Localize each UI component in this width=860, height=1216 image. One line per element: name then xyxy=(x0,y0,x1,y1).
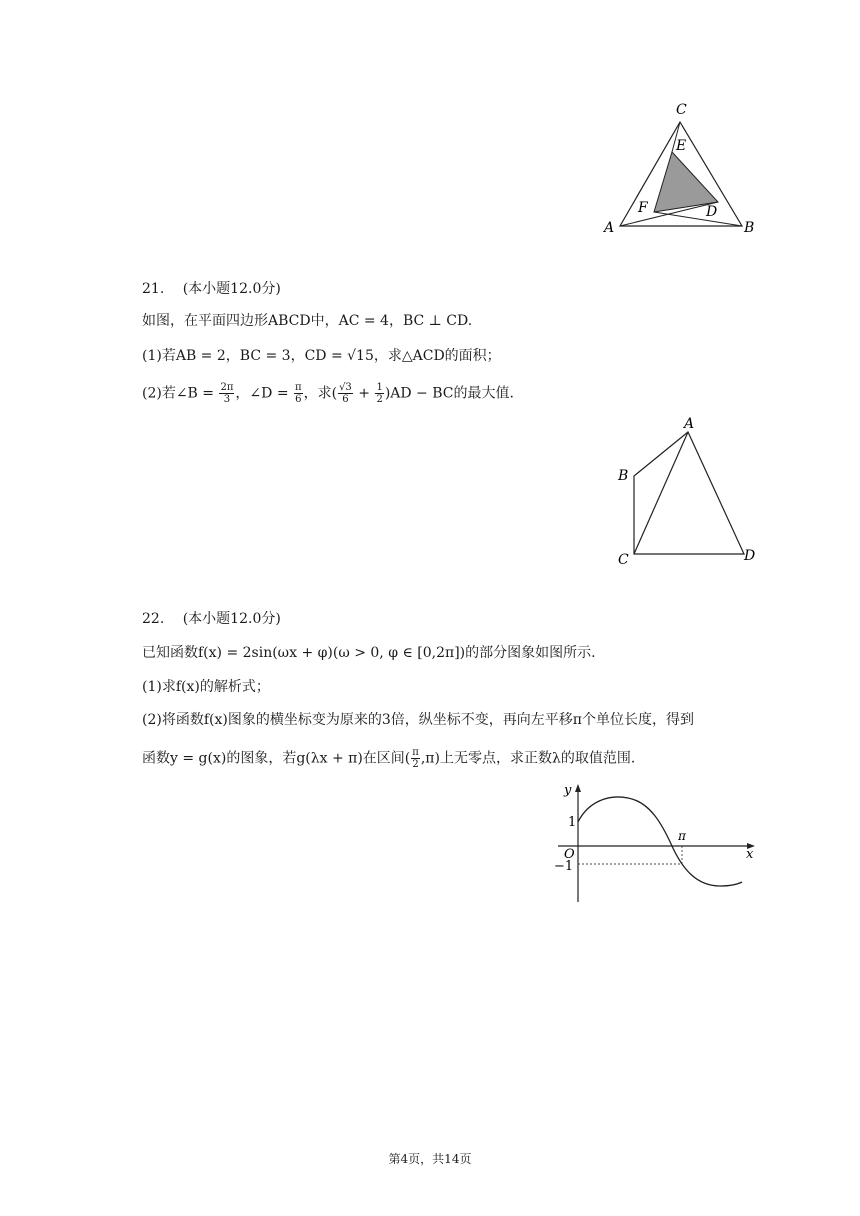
q22-l4-suffix: ,π)上无零点，求正数λ的取值范围. xyxy=(420,750,636,767)
y-axis-arrow xyxy=(575,784,581,792)
q21-line1: 如图，在平面四边形ABCD中，AC = 4，BC ⊥ CD. xyxy=(142,313,473,329)
frac-num: 2π xyxy=(220,382,234,393)
quadrilateral-figure xyxy=(608,414,764,570)
frac-num: π xyxy=(412,747,419,758)
q21-header xyxy=(142,279,281,299)
label-neg-one: −1 xyxy=(554,859,574,874)
q22-header xyxy=(142,609,281,629)
diagonal-ac xyxy=(634,432,688,554)
label-y: y xyxy=(564,783,572,798)
triangle-figure xyxy=(598,98,764,240)
frac-den: 6 xyxy=(342,394,349,405)
quadrilateral-abcd xyxy=(634,432,744,554)
q21-score: (本小题12.0分) xyxy=(182,281,281,297)
label-b: B xyxy=(618,468,629,484)
frac-den: 2 xyxy=(376,394,383,405)
q21-part2-suffix: )AD − BC的最大值. xyxy=(384,385,514,402)
frac-num: 1 xyxy=(376,382,383,393)
frac-den: 3 xyxy=(223,394,231,405)
frac-den: 6 xyxy=(295,394,302,405)
fraction-pi-over-2 xyxy=(411,747,420,770)
label-x: x xyxy=(746,847,754,862)
fraction-sqrt3-over-6 xyxy=(338,382,353,405)
label-a: A xyxy=(604,220,615,236)
fraction-1-over-2 xyxy=(375,382,383,405)
fraction-pi-over-6 xyxy=(294,382,303,405)
label-e: E xyxy=(676,138,687,154)
fraction-2pi-over-3 xyxy=(219,382,234,405)
q21-part2 xyxy=(142,382,514,405)
frac-den: 2 xyxy=(412,759,419,770)
q22-line1: 已知函数f(x) = 2sin(ωx + φ)(ω > 0, φ ∈ [0,2π])的部分图象如图所示. xyxy=(142,645,596,661)
frac-num: π xyxy=(295,382,302,393)
label-f: F xyxy=(638,200,648,216)
label-d: D xyxy=(744,548,756,564)
sine-curve xyxy=(578,797,742,886)
shaded-triangle-def xyxy=(654,152,718,212)
q22-number: 22. xyxy=(142,611,165,627)
page-footer: 第4页，共14页 xyxy=(388,1152,472,1166)
q22-part1: (1)求f(x)的解析式； xyxy=(142,679,270,695)
frac-num: √3 xyxy=(339,382,352,393)
label-c: C xyxy=(676,102,687,118)
q21-part2-prefix: (2)若∠B = xyxy=(142,385,219,402)
label-pi: π xyxy=(678,829,686,843)
label-c: C xyxy=(618,552,629,568)
q21-plus: + xyxy=(353,385,375,402)
label-b: B xyxy=(744,220,755,236)
segment-b-f xyxy=(654,212,742,226)
q22-l4-prefix: 函数y = g(x)的图象，若g(λx + π)在区间( xyxy=(142,750,411,767)
label-one: 1 xyxy=(568,815,577,830)
q21-part2-mid: ，∠D = xyxy=(235,385,294,402)
label-d: D xyxy=(706,204,718,220)
q21-part2-mid2: ，求( xyxy=(303,385,338,402)
sine-graph-figure xyxy=(550,780,760,908)
q22-part2-line1: (2)将函数f(x)图象的横坐标变为原来的3倍，纵坐标不变，再向左平移π个单位长度，得到 xyxy=(142,712,694,728)
q21-number: 21. xyxy=(142,281,165,297)
q21-part1: (1)若AB = 2，BC = 3，CD = √15，求△ACD的面积； xyxy=(142,348,501,364)
q22-part2-line2 xyxy=(142,747,635,770)
label-origin: O xyxy=(564,847,575,862)
q22-score: (本小题12.0分) xyxy=(182,611,281,627)
label-a: A xyxy=(684,416,695,432)
